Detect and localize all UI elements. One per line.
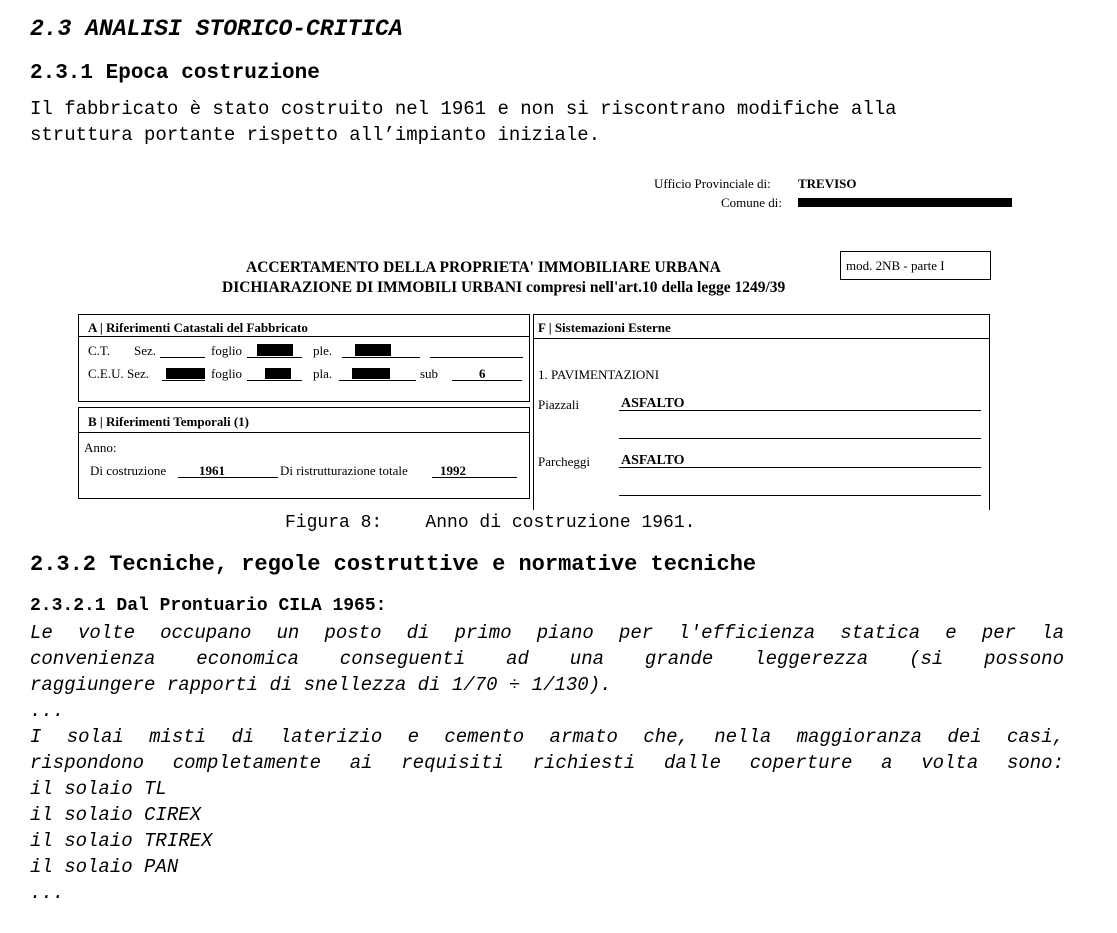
pla-label: pla. <box>313 366 333 381</box>
ple-line <box>342 357 420 358</box>
form-title-line2: DICHIARAZIONE DI IMMOBILI URBANI compresi nell'art.10 della legge 1249/39 <box>222 279 786 296</box>
figure-caption: Figura 8: Anno di costruzione 1961. <box>285 513 696 533</box>
ceu-label: C.E.U. Sez. <box>88 366 150 381</box>
ufficio-label: Ufficio Provinciale di: <box>654 176 771 191</box>
foglio-line <box>247 357 302 358</box>
foglio-label: foglio <box>211 343 243 358</box>
ristrutturazione-label: Di ristrutturazione totale <box>280 463 408 478</box>
sub-value: 6 <box>479 366 486 381</box>
comune-label: Comune di: <box>721 195 783 210</box>
redacted-ceu-sez <box>166 368 205 379</box>
box-f-header: F | Sistemazioni Esterne <box>538 320 671 335</box>
quote-line: convenienza economica conseguenti ad una grande leggerezza (si possono <box>30 648 1064 670</box>
subsection-title-tecniche: 2.3.2 Tecniche, regole costruttive e normative tecniche <box>30 552 757 577</box>
redacted-comune <box>798 198 1012 207</box>
quote-line: ... <box>30 882 65 904</box>
foglio-line-2 <box>247 380 302 381</box>
box-a-header: A | Riferimenti Catastali del Fabbricato <box>88 320 308 335</box>
foglio-label-2: foglio <box>211 366 243 381</box>
quote-line: rispondono completamente ai requisiti richiesti dalle coperture a volta sono: <box>30 752 1064 774</box>
paragraph-line: struttura portante rispetto all’impianto iniziale. <box>30 124 601 146</box>
redacted-foglio <box>257 344 293 356</box>
paragraph-line: Il fabbricato è stato costruito nel 1961 e non si riscontrano modifiche alla <box>30 98 897 120</box>
piazzali-line <box>619 410 981 411</box>
pla-line <box>339 380 416 381</box>
ct-label: C.T. <box>88 343 111 358</box>
quote-line: il solaio TRIREX <box>30 830 213 852</box>
quote-line: Le volte occupano un posto di primo piano per l'efficienza statica e per la <box>30 622 1064 644</box>
box-a-divider <box>78 336 530 337</box>
parcheggi-line-2 <box>619 495 981 496</box>
sez-line <box>160 357 205 358</box>
sub-line <box>452 380 522 381</box>
quote-block <box>30 620 1064 906</box>
model-badge: mod. 2NB - parte I <box>846 258 945 273</box>
redacted-foglio-2 <box>265 368 291 379</box>
box-f <box>533 314 990 510</box>
parcheggi-label: Parcheggi <box>538 454 590 469</box>
quote-line: il solaio CIREX <box>30 804 202 826</box>
parcheggi-value: ASFALTO <box>621 453 685 468</box>
piazzali-label: Piazzali <box>538 397 580 412</box>
redacted-ple <box>355 344 391 356</box>
box-b-divider <box>78 432 530 433</box>
costruzione-value: 1961 <box>199 463 225 478</box>
piazzali-line-2 <box>619 438 981 439</box>
box-f-divider <box>533 338 990 339</box>
anno-label: Anno: <box>84 440 117 455</box>
ceu-sez-line <box>162 380 205 381</box>
parcheggi-line <box>619 467 981 468</box>
quote-line: il solaio PAN <box>30 856 179 878</box>
pavimentazioni-item: 1. PAVIMENTAZIONI <box>538 367 660 382</box>
subsection-title-epoca: 2.3.1 Epoca costruzione <box>30 62 320 85</box>
sez-label: Sez. <box>134 343 157 358</box>
ristrutturazione-value: 1992 <box>440 463 466 478</box>
piazzali-value: ASFALTO <box>621 396 685 411</box>
section-title: 2.3 ANALISI STORICO-CRITICA <box>30 16 403 42</box>
costruzione-line <box>178 477 278 478</box>
redacted-pla <box>352 368 390 379</box>
quote-line: I solai misti di laterizio e cemento armato che, nella maggioranza dei casi, <box>30 726 1064 748</box>
extra-line <box>430 357 523 358</box>
quote-line: raggiungere rapporti di snellezza di 1/70 ÷ 1/130). <box>30 674 612 696</box>
quote-line: il solaio TL <box>30 778 167 800</box>
sub-label: sub <box>420 366 439 381</box>
subsection-title-prontuario: 2.3.2.1 Dal Prontuario CILA 1965: <box>30 596 387 616</box>
ple-label: ple. <box>313 343 333 358</box>
form-title-line1: ACCERTAMENTO DELLA PROPRIETA' IMMOBILIARE URBANA <box>246 259 721 276</box>
ufficio-value: TREVISO <box>798 176 857 191</box>
costruzione-label: Di costruzione <box>90 463 167 478</box>
quote-line: ... <box>30 700 65 722</box>
box-b-header: B | Riferimenti Temporali (1) <box>88 414 250 429</box>
